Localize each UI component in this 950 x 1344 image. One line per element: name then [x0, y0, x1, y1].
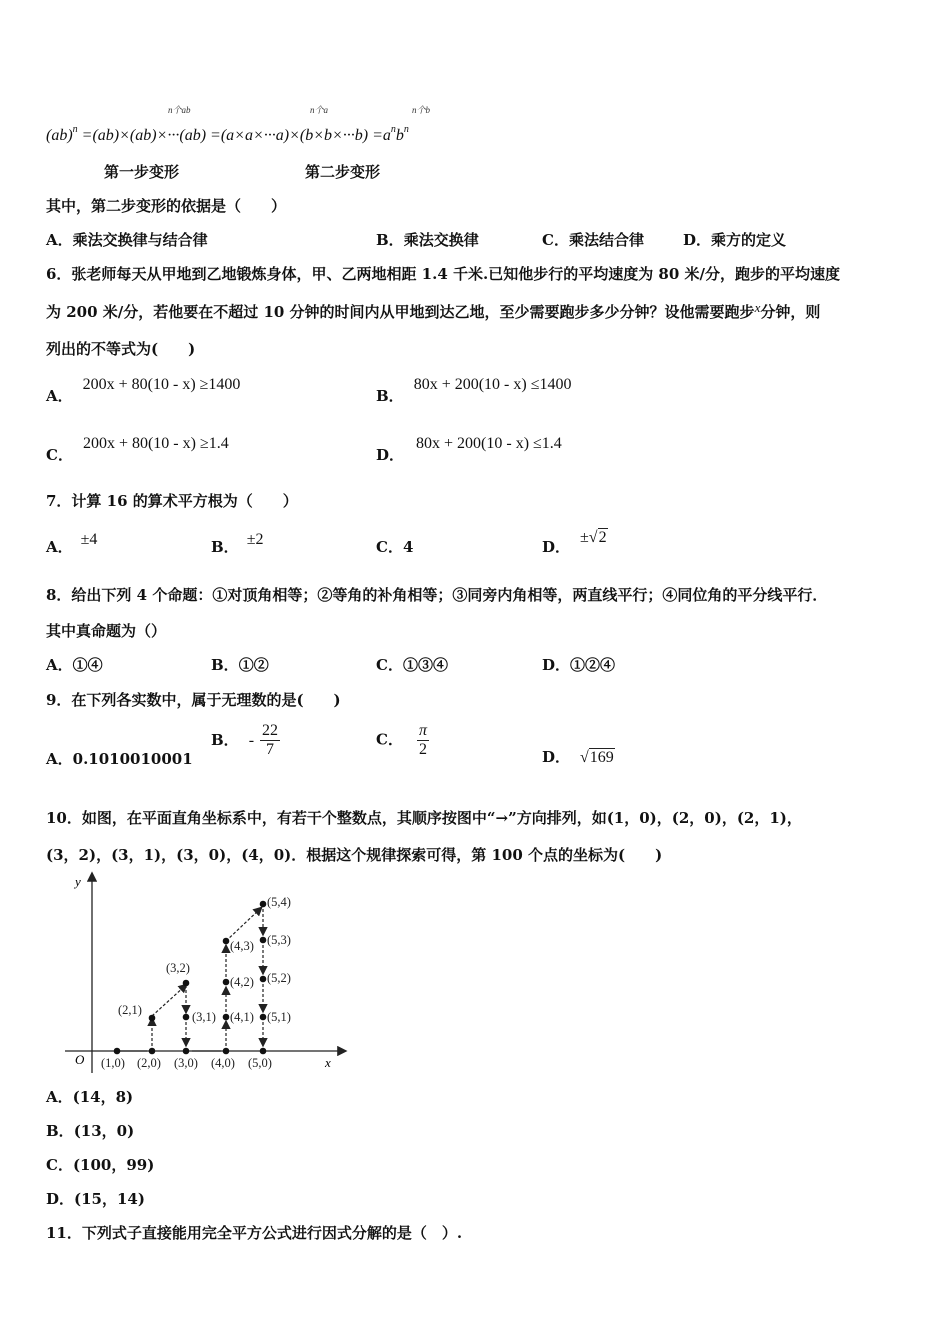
- q9-option-c[interactable]: C． $\frac{\pi}{2}$: [376, 722, 427, 758]
- point-4-3: [223, 938, 230, 945]
- q8-option-b[interactable]: B．①②: [211, 656, 269, 674]
- q7-stem: 7．计算 16 的算术平方根为（ ）: [46, 492, 298, 510]
- label-1-0: (1,0): [101, 1056, 125, 1070]
- point-5-1: [260, 1014, 267, 1021]
- q6-line2: 为 200 米/分，若他要在不超过 10 分钟的时间内从甲地到达乙地，至少需要跑步多少分钟？设他需要跑步x分钟，则: [46, 300, 821, 321]
- q10-line2: (3，2)，(3，1)，(3，0)，(4，0)．根据这个规律探索可得，第 100 个点的坐标为( ): [46, 846, 663, 864]
- point-4-2: [223, 979, 230, 986]
- label-5-3: (5,3): [267, 933, 291, 947]
- q7-option-b[interactable]: B． ±2: [211, 531, 264, 556]
- q6-option-c[interactable]: C．200x + 80(10 - x) ≥1.4: [46, 435, 229, 464]
- arrow-43-54: [226, 908, 261, 941]
- q8-option-a[interactable]: A．①④: [46, 656, 103, 674]
- point-5-2: [260, 976, 267, 983]
- q6-option-b[interactable]: B．80x + 200(10 - x) ≤1400: [376, 376, 572, 405]
- point-2-0: [149, 1048, 156, 1055]
- q5-option-d[interactable]: D．乘方的定义: [683, 231, 787, 249]
- q5-option-c[interactable]: C．乘法结合律: [542, 231, 644, 249]
- q5-option-a[interactable]: A．乘法交换律与结合律: [46, 231, 208, 249]
- q6-option-a[interactable]: A．200x + 80(10 - x) ≥1400: [46, 376, 241, 405]
- q10-option-a[interactable]: A．(14，8): [46, 1088, 134, 1106]
- q5-option-b[interactable]: B．乘法交换律: [376, 231, 479, 249]
- point-5-4: [260, 901, 267, 908]
- q6-line3: 列出的不等式为( ): [46, 340, 196, 358]
- q9-stem: 9．在下列各实数中，属于无理数的是( ): [46, 691, 341, 709]
- label-2-1: (2,1): [118, 1003, 142, 1017]
- step2-label: 第二步变形: [305, 163, 381, 181]
- q11-stem: 11．下列式子直接能用完全平方公式进行因式分解的是（ ）.: [46, 1224, 463, 1242]
- label-4-1: (4,1): [230, 1010, 254, 1024]
- q7-option-c[interactable]: C．4: [376, 538, 414, 556]
- q9-option-a[interactable]: A．0.1010010001: [46, 750, 193, 768]
- q8-option-d[interactable]: D．①②④: [542, 656, 616, 674]
- label-5-0: (5,0): [248, 1056, 272, 1070]
- point-3-2: [183, 980, 190, 987]
- label-4-0: (4,0): [211, 1056, 235, 1070]
- label-5-4: (5,4): [267, 895, 291, 909]
- q10-option-d[interactable]: D．(15，14): [46, 1190, 145, 1208]
- step1-label: 第一步变形: [104, 163, 180, 181]
- q10-option-c[interactable]: C．(100，99): [46, 1156, 155, 1174]
- point-5-0: [260, 1048, 267, 1055]
- label-4-2: (4,2): [230, 975, 254, 989]
- origin-label: O: [75, 1052, 85, 1067]
- label-5-2: (5,2): [267, 971, 291, 985]
- label-3-2: (3,2): [166, 961, 190, 975]
- label-3-1: (3,1): [192, 1010, 216, 1024]
- axis-x-label: x: [325, 1055, 331, 1070]
- point-2-1: [149, 1015, 156, 1022]
- point-3-0: [183, 1048, 190, 1055]
- point-3-1: [183, 1014, 190, 1021]
- label-5-1: (5,1): [267, 1010, 291, 1024]
- q7-option-a[interactable]: A． ±4: [46, 531, 98, 556]
- point-4-1: [223, 1014, 230, 1021]
- q9-option-b[interactable]: B． - $\frac{22}{7}$: [211, 722, 279, 758]
- q7-option-d[interactable]: D．±√2: [542, 529, 607, 556]
- overbrace-label-b: n个b: [412, 105, 431, 115]
- overbrace-label-a: n个a: [310, 105, 329, 115]
- q10-option-b[interactable]: B．(13，0): [46, 1122, 135, 1140]
- point-4-0: [223, 1048, 230, 1055]
- q8-line1: 8．给出下列 4 个命题：①对顶角相等；②等角的补角相等；③同旁内角相等，两直线平行；④同位角的平分线平行．: [46, 586, 828, 604]
- point-1-0: [114, 1048, 121, 1055]
- label-2-0: (2,0): [137, 1056, 161, 1070]
- q8-option-c[interactable]: C．①③④: [376, 656, 448, 674]
- power-formula: $(ab)^n =(ab)\times(ab)\times\cdot\cdot\cdot(ab) =(a\times a\times\cdot\cdot\cdot a)\times(b\times b\times\cdot\cdot\cdot b) =a^nb^n$: [46, 124, 409, 144]
- q5-stem: 其中，第二步变形的依据是（ ）: [46, 197, 287, 215]
- q8-line2: 其中真命题为（）: [46, 622, 167, 640]
- overbrace-label-ab: n个ab: [168, 105, 191, 115]
- q10-line1: 10．如图，在平面直角坐标系中，有若干个整数点，其顺序按图中“→”方向排列，如(1，0)，(2，0)，(2，1)，: [46, 809, 802, 827]
- arrow-21-32: [152, 985, 186, 1016]
- label-4-3: (4,3): [230, 939, 254, 953]
- axis-y-label: y: [75, 874, 81, 889]
- q6-line1: 6．张老师每天从甲地到乙地锻炼身体，甲、乙两地相距 1.4 千米.已知他步行的平均速度为 80 米/分，跑步的平均速度: [46, 265, 841, 283]
- point-5-3: [260, 937, 267, 944]
- coordinate-figure: [55, 868, 355, 1078]
- q9-option-d[interactable]: D． √169: [542, 748, 614, 766]
- label-3-0: (3,0): [174, 1056, 198, 1070]
- q6-option-d[interactable]: D．80x + 200(10 - x) ≤1.4: [376, 435, 562, 464]
